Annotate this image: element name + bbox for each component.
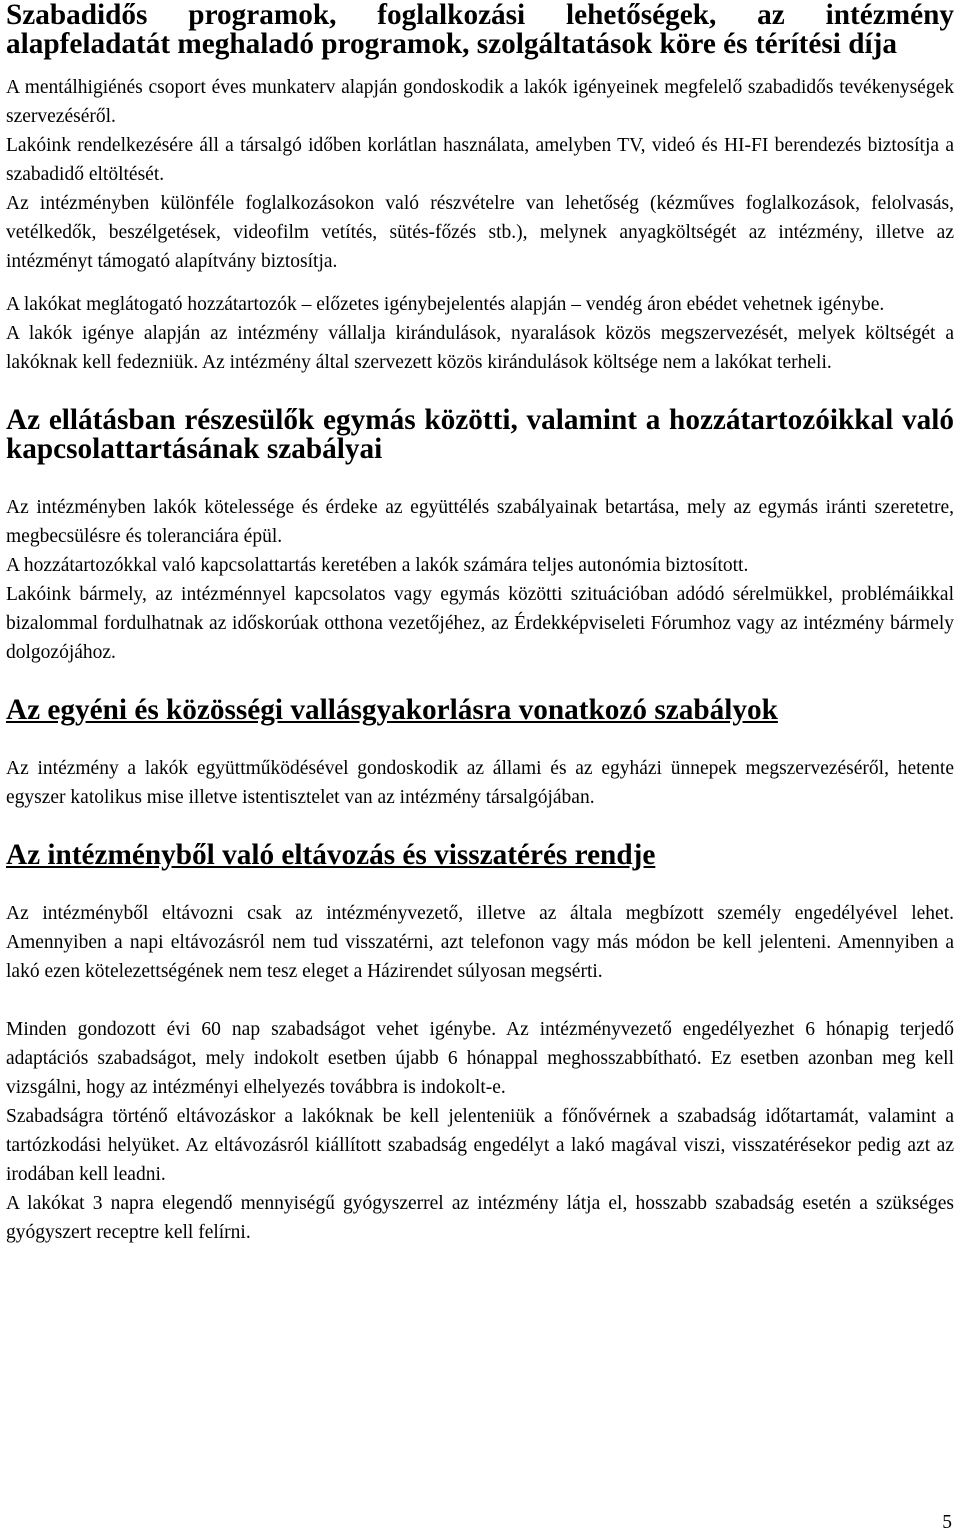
section-heading-religion: Az egyéni és közösségi vallásgyakorlásra vonatkozó szabályok: [6, 694, 778, 726]
paragraph: Az intézmény a lakók együttműködésével gondoskodik az állami és az egyházi ünnepek megszervezéséről, hetente egyszer katolikus mise illetve istentisztelet van az intézmény társalgójában.: [6, 758, 954, 808]
spacer: [6, 725, 954, 754]
paragraph: A lakókat meglátogató hozzátartozók – előzetes igénybejelentés alapján – vendég áron ebédet vehetnek igénybe.: [6, 294, 885, 315]
paragraph: A lakókat 3 napra elegendő mennyiségű gyógyszerrel az intézmény látja el, hosszabb szabadság esetén a szükséges gyógyszert receptre kell felírni.: [6, 1193, 954, 1243]
section-heading-contacts: Az ellátásban részesülők egymás közötti, valamint a hozzátartozóikkal való kapcsolattartásának szabályai: [6, 404, 954, 465]
spacer: [6, 812, 954, 841]
section-heading-leave: Az intézményből való eltávozás és visszatérés rendje: [6, 839, 656, 871]
paragraph: Szabadságra történő eltávozáskor a lakóknak be kell jelenteniük a főnővérnek a szabadság időtartamát, valamint a tartózkodási helyüket. Az eltávozásról kiállított szabadság engedélyt a lakó magával viszi, visszatérésekor pedig azt az irodában kell leadni.: [6, 1106, 954, 1185]
spacer: [6, 276, 954, 290]
spacer: [6, 986, 954, 1015]
paragraph: Az intézményből eltávozni csak az intézményvezető, illetve az általa megbízott személy engedélyével lehet. Amennyiben a napi eltávozásról nem tud visszatérni, azt telefonon vagy más módon be kell jelenteni. Amennyiben a lakó ezen kötelezettségének nem tesz eleget a Házirendet súlyosan megsérti.: [6, 903, 954, 982]
paragraph: Az intézményben különféle foglalkozásokon való részvételre van lehetőség (kézműves foglalkozások, felolvasás, vetélkedők, beszélgetések, videofilm vetítés, sütés-főzés stb.), melynek anyagköltségét az intézmény, illetve az intézményt támogató alapítvány biztosítja.: [6, 193, 954, 272]
paragraph: A mentálhigiénés csoport éves munkaterv alapján gondoskodik a lakók igényeinek megfelelő szabadidős tevékenységek szervezéséről.: [6, 77, 954, 127]
paragraph: A hozzátartozókkal való kapcsolattartás keretében a lakók számára teljes autonómia biztosított.: [6, 555, 749, 576]
spacer: [6, 59, 954, 73]
paragraph: Minden gondozott évi 60 nap szabadságot vehet igénybe. Az intézményvezető engedélyezhet 6 hónapig terjedő adaptációs szabadságot, mely indokolt esetben újabb 6 hónappal meghosszabbítható. Ez esetben azonban meg kell vizsgálni, hogy az intézményi elhelyezés továbbra is indokolt-e.: [6, 1019, 954, 1098]
section-heading-programs: Szabadidős programok, foglalkozási lehetőségek, az intézmény alapfeladatát meghaladó programok, szolgáltatások köre és térítési díja: [6, 0, 954, 60]
paragraph: Az intézményben lakók kötelessége és érdeke az együttélés szabályainak betartása, mely az egymás iránti szeretetre, megbecsülésre és toleranciára épül.: [6, 497, 954, 547]
paragraph: A lakók igénye alapján az intézmény vállalja kirándulások, nyaralások közös megszervezését, melyek költségét a lakóknak kell fedezniük. Az intézmény által szervezett közös kirándulások költsége nem a lakókat terheli.: [6, 323, 954, 373]
paragraph: Lakóink rendelkezésére áll a társalgó időben korlátlan használata, amelyben TV, videó és HI-FI berendezés biztosítja a szabadidő eltöltését.: [6, 135, 954, 185]
page-number: 5: [942, 1512, 952, 1533]
spacer: [6, 870, 954, 899]
spacer: [6, 464, 954, 493]
spacer: [6, 667, 954, 696]
document-page: [6, 0, 954, 1247]
paragraph: Lakóink bármely, az intézménnyel kapcsolatos vagy egymás közötti szituációban adódó sérelmükkel, problémáikkal bizalommal fordulhatnak az időskorúak otthona vezetőjéhez, az Érdekképviseleti Fórumhoz vagy az intézmény bármely dolgozójához.: [6, 584, 954, 663]
spacer: [6, 377, 954, 406]
